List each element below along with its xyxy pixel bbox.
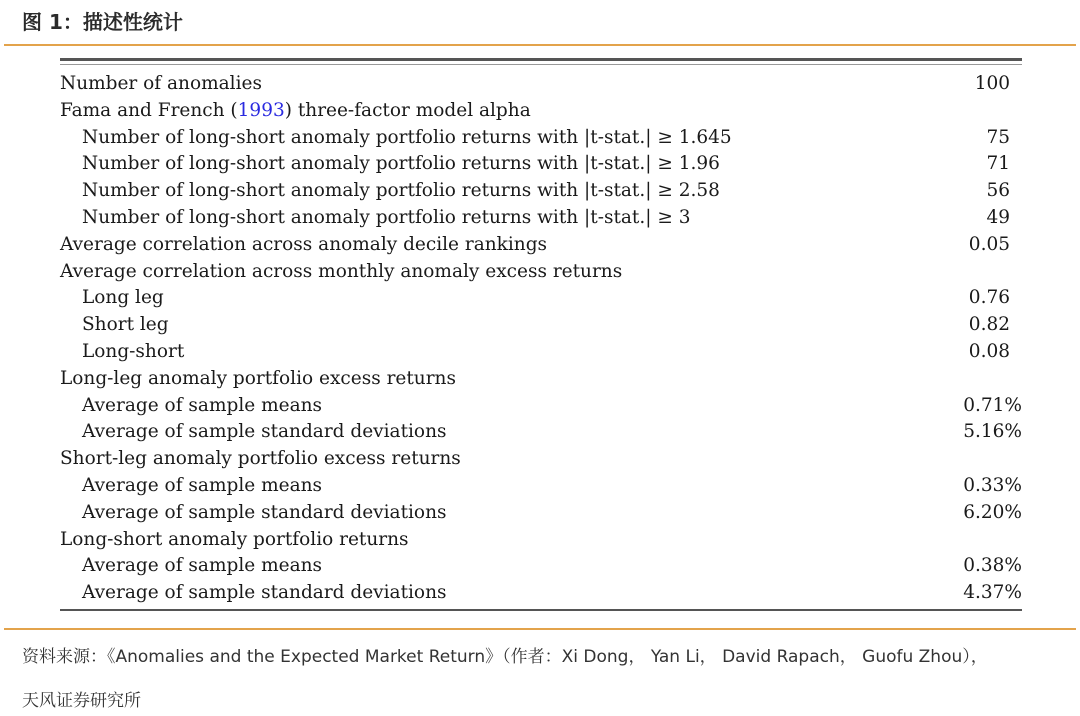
row-value: 0.08: [968, 340, 1010, 362]
table-row: [60, 419, 1022, 446]
row-value: 5.16%: [963, 421, 1022, 443]
row-label: Average of sample standard deviations: [82, 501, 447, 523]
row-value: 0.71%: [963, 394, 1022, 416]
row-label: Average correlation across anomaly decile rankings: [60, 233, 548, 255]
row-value: 100: [974, 73, 1010, 94]
table-row: [60, 285, 1022, 312]
row-label: [60, 98, 531, 125]
source-citation: 资料来源：《Anomalies and the Expected Market Return》（作者：Xi Dong， Yan Li， David Rapach， Guofu Zhou），: [22, 647, 988, 667]
row-label: Average of sample standard deviations: [82, 582, 447, 604]
row-label: Number of anomalies: [60, 73, 262, 94]
footer-divider: [4, 628, 1076, 630]
table-row: [60, 366, 1022, 393]
row-value: 0.82: [968, 314, 1010, 336]
row-value: 0.38%: [963, 555, 1022, 577]
table-row: [60, 500, 1022, 527]
row-label: Long leg: [82, 287, 164, 309]
row-value: 71: [986, 153, 1010, 175]
row-label: Number of long-short anomaly portfolio returns with |t-stat.| ≥ 2.58: [82, 180, 720, 202]
table-row: [60, 178, 1022, 205]
table-row: [60, 553, 1022, 580]
table-row: [60, 151, 1022, 178]
row-value: 0.05: [968, 233, 1010, 255]
row-label: Number of long-short anomaly portfolio returns with |t-stat.| ≥ 1.645: [82, 126, 732, 148]
row-label-text: Fama and French (: [60, 99, 238, 121]
table-top-rule-thin: [60, 64, 1022, 65]
figure-title: 图 1：描述性统计: [22, 10, 183, 34]
table-top-rule: [60, 58, 1022, 61]
row-value: 49: [986, 206, 1010, 228]
table-row: [60, 312, 1022, 339]
row-label: Long-short anomaly portfolio returns: [60, 528, 409, 550]
table-row: [60, 98, 1022, 125]
row-value: 0.76: [968, 287, 1010, 309]
table-row: [60, 580, 1022, 607]
table-row: [60, 205, 1022, 232]
row-label: Average correlation across monthly anomaly excess returns: [60, 260, 623, 282]
source-organization: 天风证券研究所: [22, 691, 141, 711]
row-label: Average of sample means: [82, 474, 323, 496]
row-label: Long-short: [82, 340, 185, 362]
table-row: [60, 71, 1022, 98]
row-label: Average of sample means: [82, 394, 323, 416]
table-row: [60, 527, 1022, 554]
table-row: [60, 339, 1022, 366]
row-label: Long-leg anomaly portfolio excess returns: [60, 367, 456, 389]
row-value: 56: [986, 180, 1010, 202]
row-value: 75: [986, 126, 1010, 148]
row-label: Number of long-short anomaly portfolio returns with |t-stat.| ≥ 1.96: [82, 153, 720, 175]
descriptive-statistics-table: [60, 71, 1022, 607]
citation-link[interactable]: 1993: [237, 99, 285, 121]
row-label: Average of sample standard deviations: [82, 421, 447, 443]
row-label: Short leg: [82, 314, 169, 336]
row-label: Short-leg anomaly portfolio excess returns: [60, 448, 461, 470]
table-row: [60, 232, 1022, 259]
table-row: [60, 125, 1022, 152]
table-row: [60, 393, 1022, 420]
table-row: [60, 259, 1022, 286]
row-label-text: ) three-factor model alpha: [284, 99, 531, 121]
row-value: 0.33%: [963, 474, 1022, 496]
header-divider: [4, 44, 1076, 46]
row-value: 4.37%: [963, 582, 1022, 604]
row-value: 6.20%: [963, 501, 1022, 523]
table-row: [60, 446, 1022, 473]
table-bottom-rule: [60, 609, 1022, 611]
row-label: Number of long-short anomaly portfolio returns with |t-stat.| ≥ 3: [82, 206, 691, 228]
row-label: Average of sample means: [82, 555, 323, 577]
table-row: [60, 473, 1022, 500]
